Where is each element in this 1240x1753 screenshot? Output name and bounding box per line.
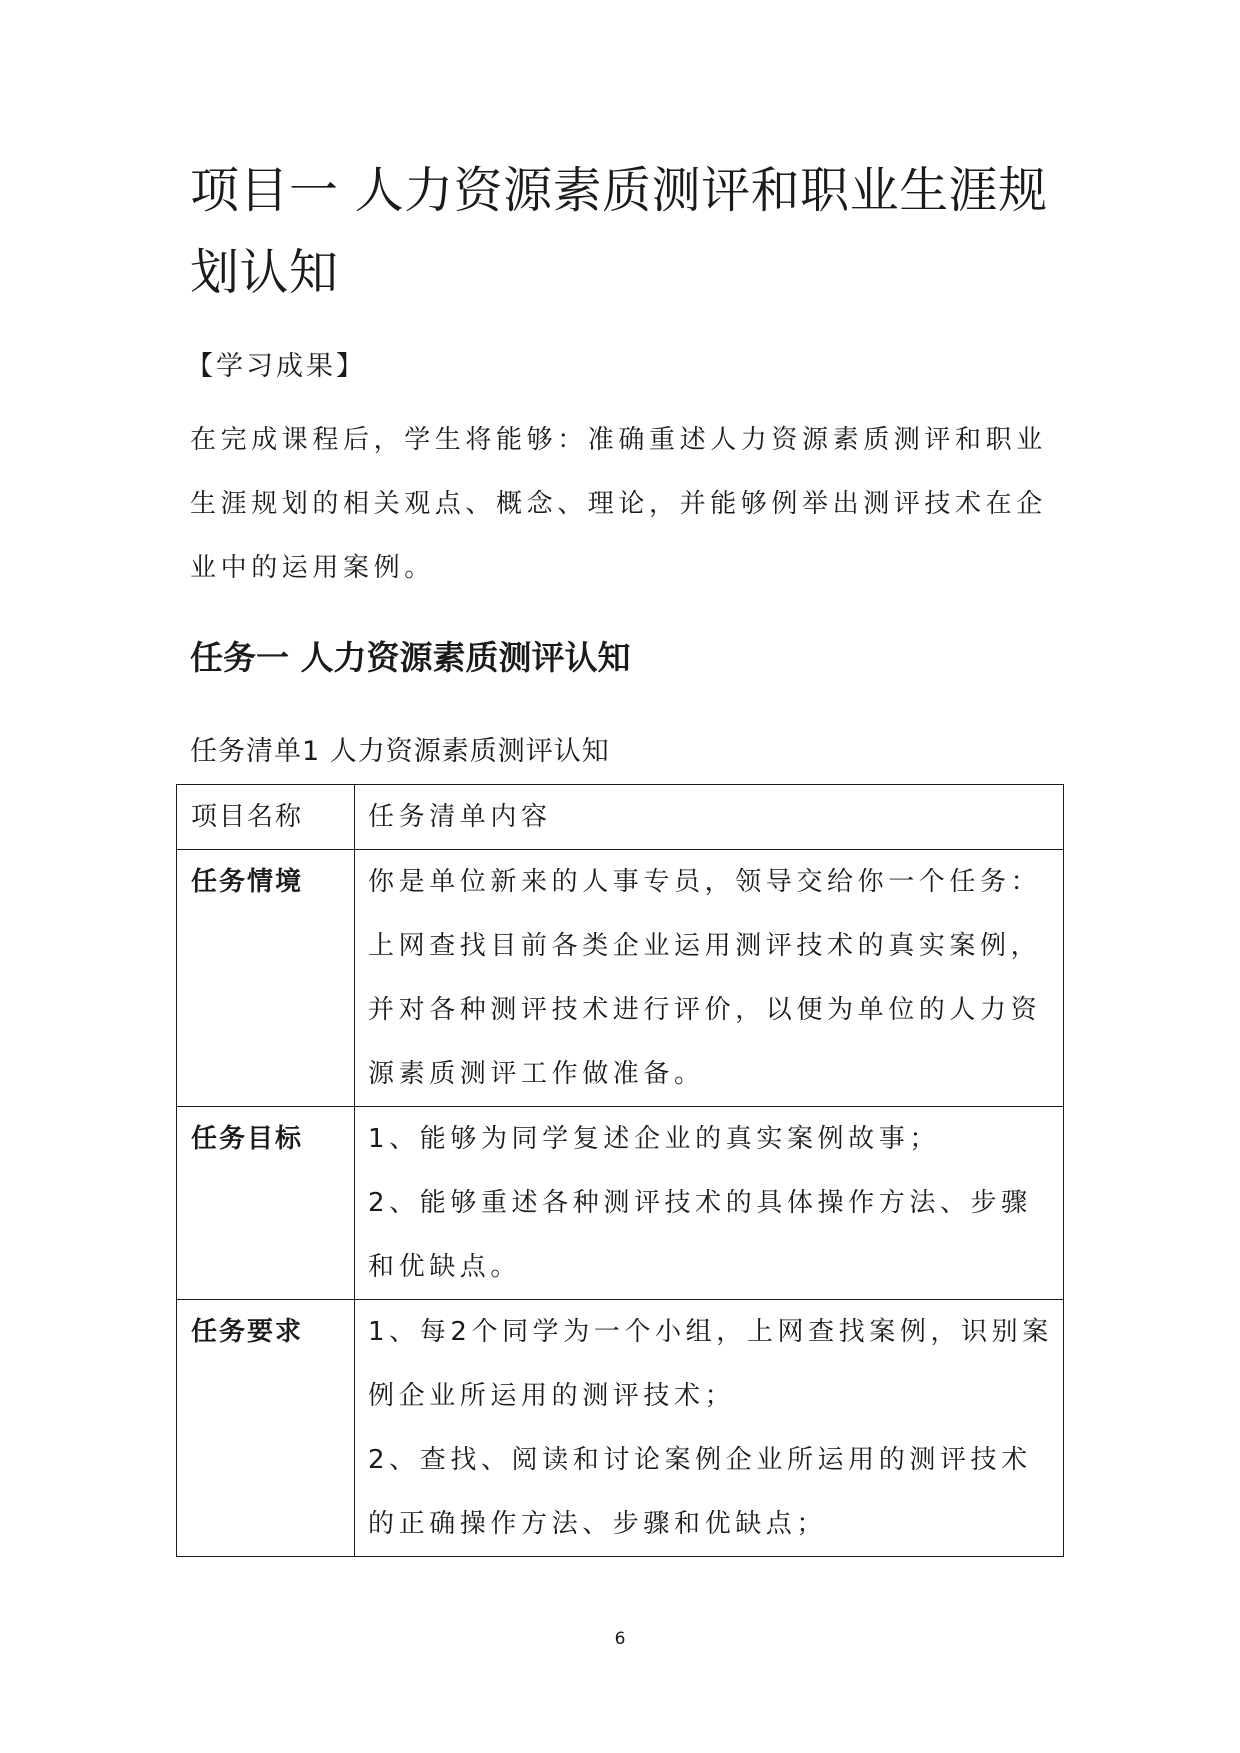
- page-title: 项目一 人力资源素质测评和职业生涯规划认知: [190, 162, 1048, 301]
- requirement-item: 2、查找、阅读和讨论案例企业所运用的测评技术的正确操作方法、步骤和优缺点；: [368, 1445, 1032, 1539]
- row-label-goals: 任务目标: [177, 1107, 355, 1300]
- header-cell-content: 任务清单内容: [355, 785, 1064, 850]
- header-cell-name: 项目名称: [177, 785, 355, 850]
- row-label-situation: 任务情境: [177, 850, 355, 1107]
- learning-outcomes-heading: 【学习成果】: [186, 351, 366, 382]
- goal-item: 1、能够为同学复述企业的真实案例故事；: [368, 1124, 940, 1154]
- task-list-table: [176, 784, 1064, 1557]
- learning-outcomes-text: 在完成课程后，学生将能够：准确重述人力资源素质测评和职业生涯规划的相关观点、概念、理论，并能够例举出测评技术在企业中的运用案例。: [190, 425, 1047, 583]
- row-content-goals: [355, 1107, 1064, 1300]
- table-row: [177, 850, 1064, 1107]
- row-content-requirements: [355, 1300, 1064, 1557]
- task-heading: 任务一 人力资源素质测评认知: [190, 638, 631, 677]
- table-header-row: [177, 785, 1064, 850]
- page-number: 6: [614, 1629, 626, 1649]
- requirement-item: 1、每2个同学为一个小组，上网查找案例，识别案例企业所运用的测评技术；: [368, 1317, 1053, 1411]
- row-content-situation: 你是单位新来的人事专员，领导交给你一个任务：上网查找目前各类企业运用测评技术的真实案例，并对各种测评技术进行评价，以便为单位的人力资源素质测评工作做准备。: [355, 850, 1064, 1107]
- table-row: [177, 1107, 1064, 1300]
- goal-item: 2、能够重述各种测评技术的具体操作方法、步骤和优缺点。: [368, 1188, 1032, 1282]
- table-row: [177, 1300, 1064, 1557]
- row-label-requirements: 任务要求: [177, 1300, 355, 1557]
- table-caption: 任务清单1 人力资源素质测评认知: [190, 736, 610, 767]
